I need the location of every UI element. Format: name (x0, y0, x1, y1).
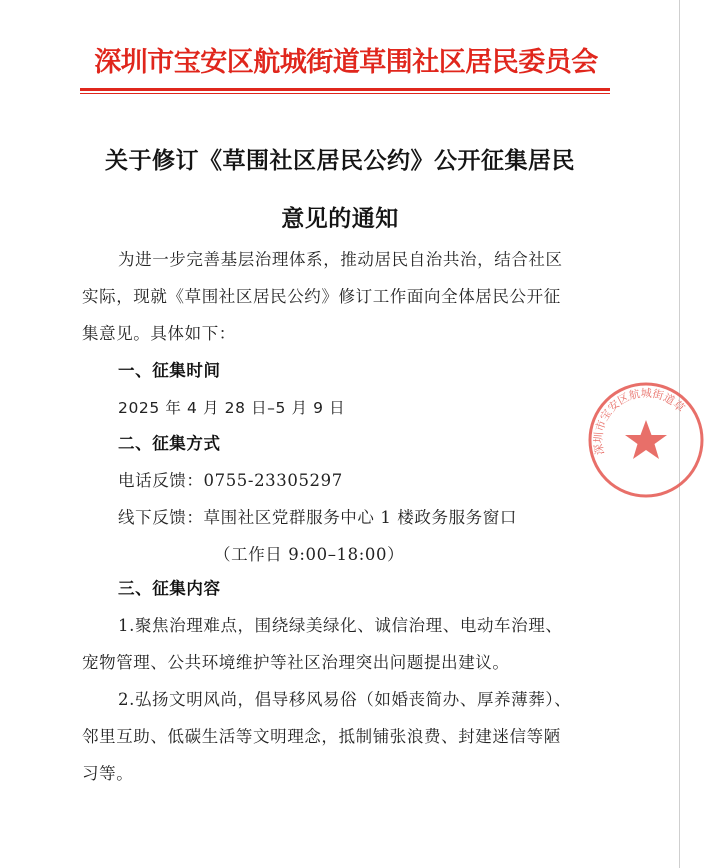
section3-heading: 三、征集内容 (118, 579, 221, 598)
header-rule-thin (80, 93, 610, 94)
seal-text: 深圳市宝安区航城街道草 (591, 386, 688, 456)
section2-heading: 二、征集方式 (118, 434, 221, 453)
intro-line2: 实际，现就《草围社区居民公约》修订工作面向全体居民公开征 (82, 287, 561, 306)
notice-title-line1: 关于修订《草围社区居民公约》公开征集居民 (105, 147, 575, 174)
header-rule-thick (80, 88, 610, 91)
intro-line3: 集意见。具体如下： (82, 324, 236, 343)
seal-star-icon (625, 420, 667, 459)
content-item1-line2: 宠物管理、公共环境维护等社区治理突出问题提出建议。 (82, 653, 510, 672)
content-item2-line1: 2.弘扬文明风尚，倡导移风易俗（如婚丧简办、厚养薄葬）、 (118, 690, 572, 709)
phone-feedback: 电话反馈：0755-23305297 (118, 471, 343, 490)
organization-header: 深圳市宝安区航城街道草围社区居民委员会 (94, 47, 598, 78)
intro-line1: 为进一步完善基层治理体系，推动居民自治共治，结合社区 (118, 250, 563, 269)
section1-heading: 一、征集时间 (118, 361, 221, 380)
content-item2-line2: 邻里互助、低碳生活等文明理念，抵制铺张浪费、封建迷信等陋 (82, 727, 561, 746)
content-item2-line3: 习等。 (82, 764, 134, 783)
collection-dates: 2025 年 4 月 28 日–5 月 9 日 (118, 399, 346, 417)
notice-title-line2: 意见的通知 (281, 205, 399, 232)
content-item1-line1: 1.聚焦治理难点，围绕绿美绿化、诚信治理、电动车治理、 (118, 616, 563, 635)
official-seal (586, 380, 706, 500)
office-hours: （工作日 9:00–18:00） (214, 545, 405, 564)
offline-feedback: 线下反馈：草围社区党群服务中心 1 楼政务服务窗口 (118, 508, 517, 527)
